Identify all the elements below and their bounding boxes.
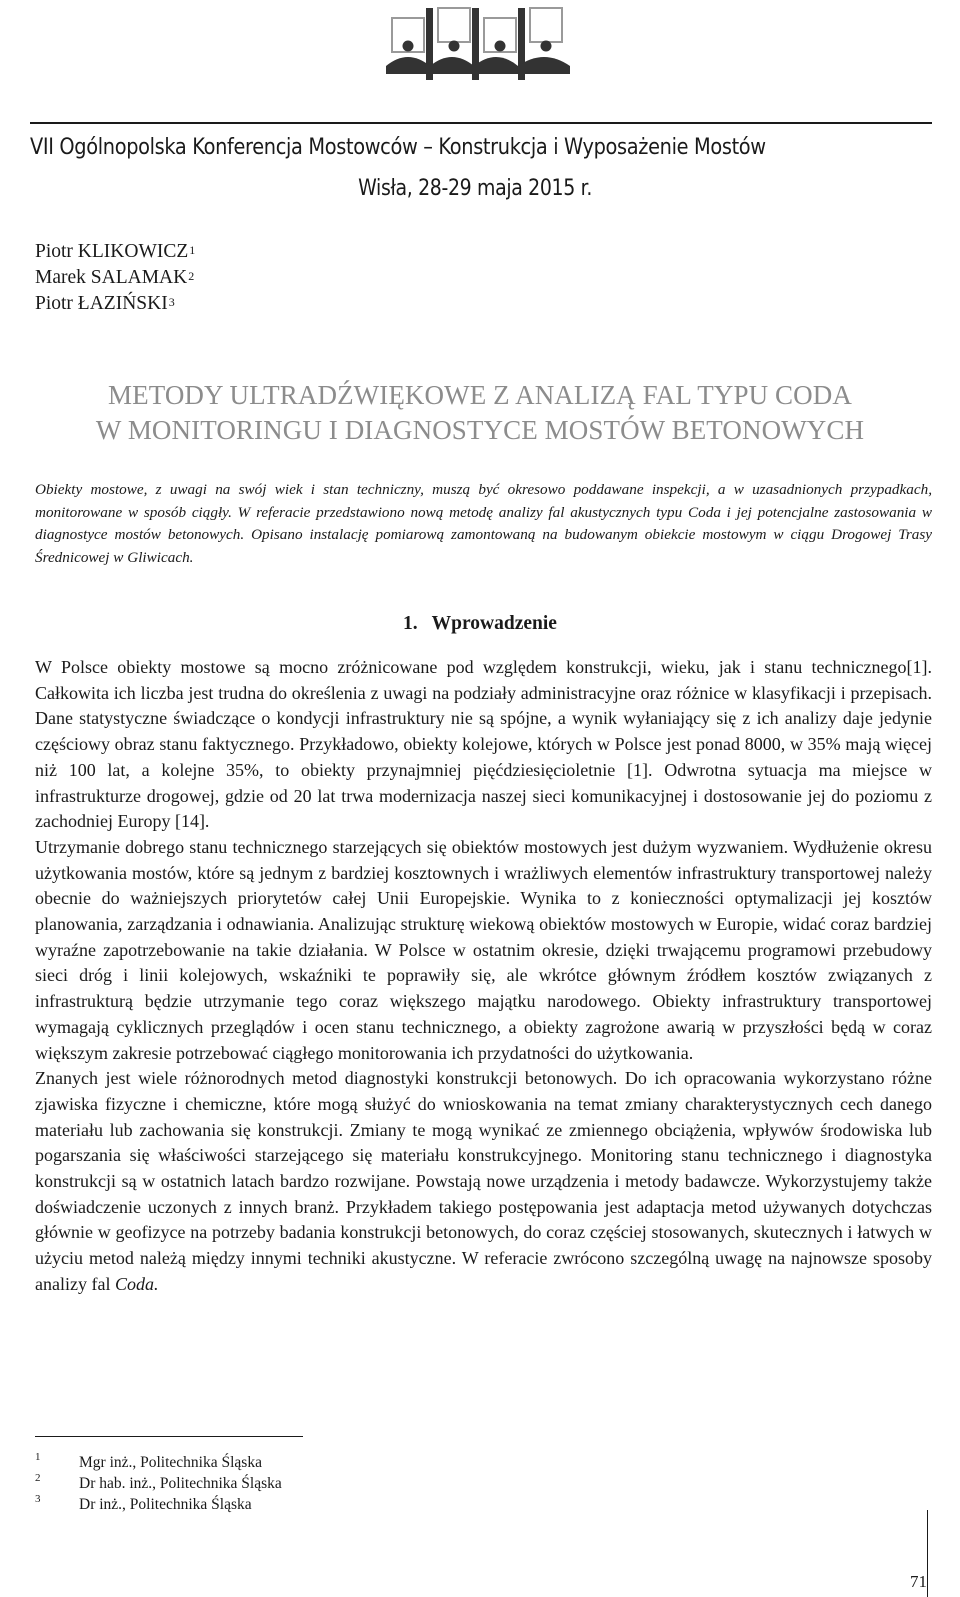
author (35, 291, 195, 317)
author-list (35, 239, 195, 317)
author (35, 239, 195, 265)
footnote-number: 1 (35, 1451, 41, 1463)
conference-title: VII Ogólnopolska Konferencja Mostowców – Konstrukcja i Wyposażenie Mostów (30, 134, 766, 160)
author-footnote-ref: 2 (188, 269, 195, 283)
conference-logo-icon (386, 4, 574, 88)
page-number-divider (927, 1510, 928, 1597)
footnote-number: 2 (35, 1472, 41, 1484)
page-number: 71 (910, 1572, 927, 1591)
author-name: Piotr KLIKOWICZ (35, 241, 189, 262)
section-title: Wprowadzenie (431, 613, 557, 634)
paper-title-line: W MONITORINGU I DIAGNOSTYCE MOSTÓW BETONOWYCH (95, 415, 865, 445)
footnote-number: 3 (35, 1493, 41, 1505)
author-name: Marek SALAMAK (35, 267, 188, 288)
italic-term: Coda. (114, 1273, 159, 1294)
author (35, 265, 195, 291)
footnote-text: Mgr inż., Politechnika Śląska (79, 1454, 262, 1471)
paragraph (35, 655, 932, 835)
section-heading (0, 613, 960, 635)
footnote-text: Dr hab. inż., Politechnika Śląska (79, 1475, 282, 1492)
paragraph (35, 1066, 932, 1297)
footnote-divider (35, 1436, 303, 1437)
section-number: 1. (403, 613, 418, 634)
paragraph-text: W Polsce obiekty mostowe są mocno zróżnicowane pod względem konstrukcji, wieku, jak i stanu technicznego[1]. Całkowita ich liczba jest trudna do określenia z uwagi na podziały administracyjne oraz różnice w klasyfikacji i przepisach. Dane statystyczne świadczące o kondycji infrastruktury nie są spójne, a wynik wyłaniający się z ich analizy daje jedynie częściowy obraz stanu faktycznego. Przykładowo, obiekty kolejowe, których w Polsce jest ponad 8000, w 35% mają więcej niż 100 lat, a kolejne 35%, to obiekty przynajmniej pięćdziesięcioletnie [1]. Odwrotna sytuacja ma miejsce w infrastrukturze drogowej, gdzie od 20 lat trwa modernizacja naszej sieci komunikacyjnej i dostosowanie jej do poziomu z zachodniej Europy [14]. (35, 657, 932, 832)
abstract: Obiekty mostowe, z uwagi na swój wiek i stan techniczny, muszą być okresowo poddawane inspekcji, a w uzasadnionych przypadkach, monitorowane w sposób ciągły. W referacie przedstawiono nową metodę analizy fal akustycznych typu Coda i jej potencjalne zastosowania w diagnostyce mostów betonowych. Opisano instalację pomiarową zamontowaną na budowanym obiekcie mostowym w ciągu Drogowej Trasy Średnicowej w Gliwicach. (35, 481, 932, 566)
paragraph-text: Utrzymanie dobrego stanu technicznego starzejących się obiektów mostowych jest dużym wyzwaniem. Wydłużenie okresu użytkowania mostów, które są jednym z bardziej kosztownych i wrażliwych elementów infrastruktury transportowej należy obecnie do ważniejszych priorytetów całej Unii Europejskie. Wynika to z konieczności optymalizacji jej kosztów planowania, zarządzania i odnawiania. Analizując strukturę wiekową obiektów mostowych w Europie, widać coraz bardziej wyraźne zapotrzebowanie na takie działania. W Polsce w ostatnim okresie, dzięki trwającemu programowi przebudowy sieci dróg i linii kolejowych, wskaźniki te poprawiły się, ale wkrótce głównym źródłem kosztów związanych z infrastrukturą będzie utrzymanie tego coraz większego majątku narodowego. Obiekty infrastruktury transportowej wymagają cyklicznych przeglądów i ocen stanu technicznego, a obiekty zagrożone awarią w przyszłości będą w coraz większym zakresie potrzebować ciągłego monitorowania ich przydatności do użytkowania. (35, 836, 932, 1063)
author-footnote-ref: 3 (168, 295, 175, 309)
footnote-text: Dr inż., Politechnika Śląska (79, 1496, 252, 1513)
body-text (35, 655, 932, 1298)
conference-date-place: Wisła, 28-29 maja 2015 r. (358, 176, 592, 201)
paragraph (35, 835, 932, 1066)
paper-title-line: METODY ULTRADŹWIĘKOWE Z ANALIZĄ FAL TYPU CODA (108, 380, 852, 410)
paragraph-text: Znanych jest wiele różnorodnych metod diagnostyki konstrukcji betonowych. Do ich opracowania wykorzystano różne zjawiska fizyczne i chemiczne, które mogą służyć do wnioskowania na temat zmiany charakterystycznych cech danego materiału lub zachowania się konstrukcji. Zmiany te mogą wynikać ze zmiennego obciążenia, wpływów środowiska lub pogarszania się właściwości starzejącego się materiału konstrukcyjnego. Monitoring stanu technicznego i diagnostyka konstrukcji są w ostatnich latach bardzo rozwijane. Powstają nowe urządzenia i metody badawcze. Wykorzystujemy także doświadczenie uczonych z innych branż. Przykładem takiego postępowania jest adaptacja metod używanych dotychczas głównie w geofizyce na potrzeby badania konstrukcji betonowych, do coraz częściej stosowanych, skutecznych i łatwych w użyciu metod należą między innymi techniki akustyczne. W referacie zwrócono szczególną uwagę na najnowsze sposoby analizy fal (35, 1068, 932, 1294)
author-footnote-ref: 1 (189, 243, 196, 257)
paper-title (0, 378, 960, 448)
author-name: Piotr ŁAZIŃSKI (35, 293, 168, 314)
header-divider (30, 122, 932, 124)
